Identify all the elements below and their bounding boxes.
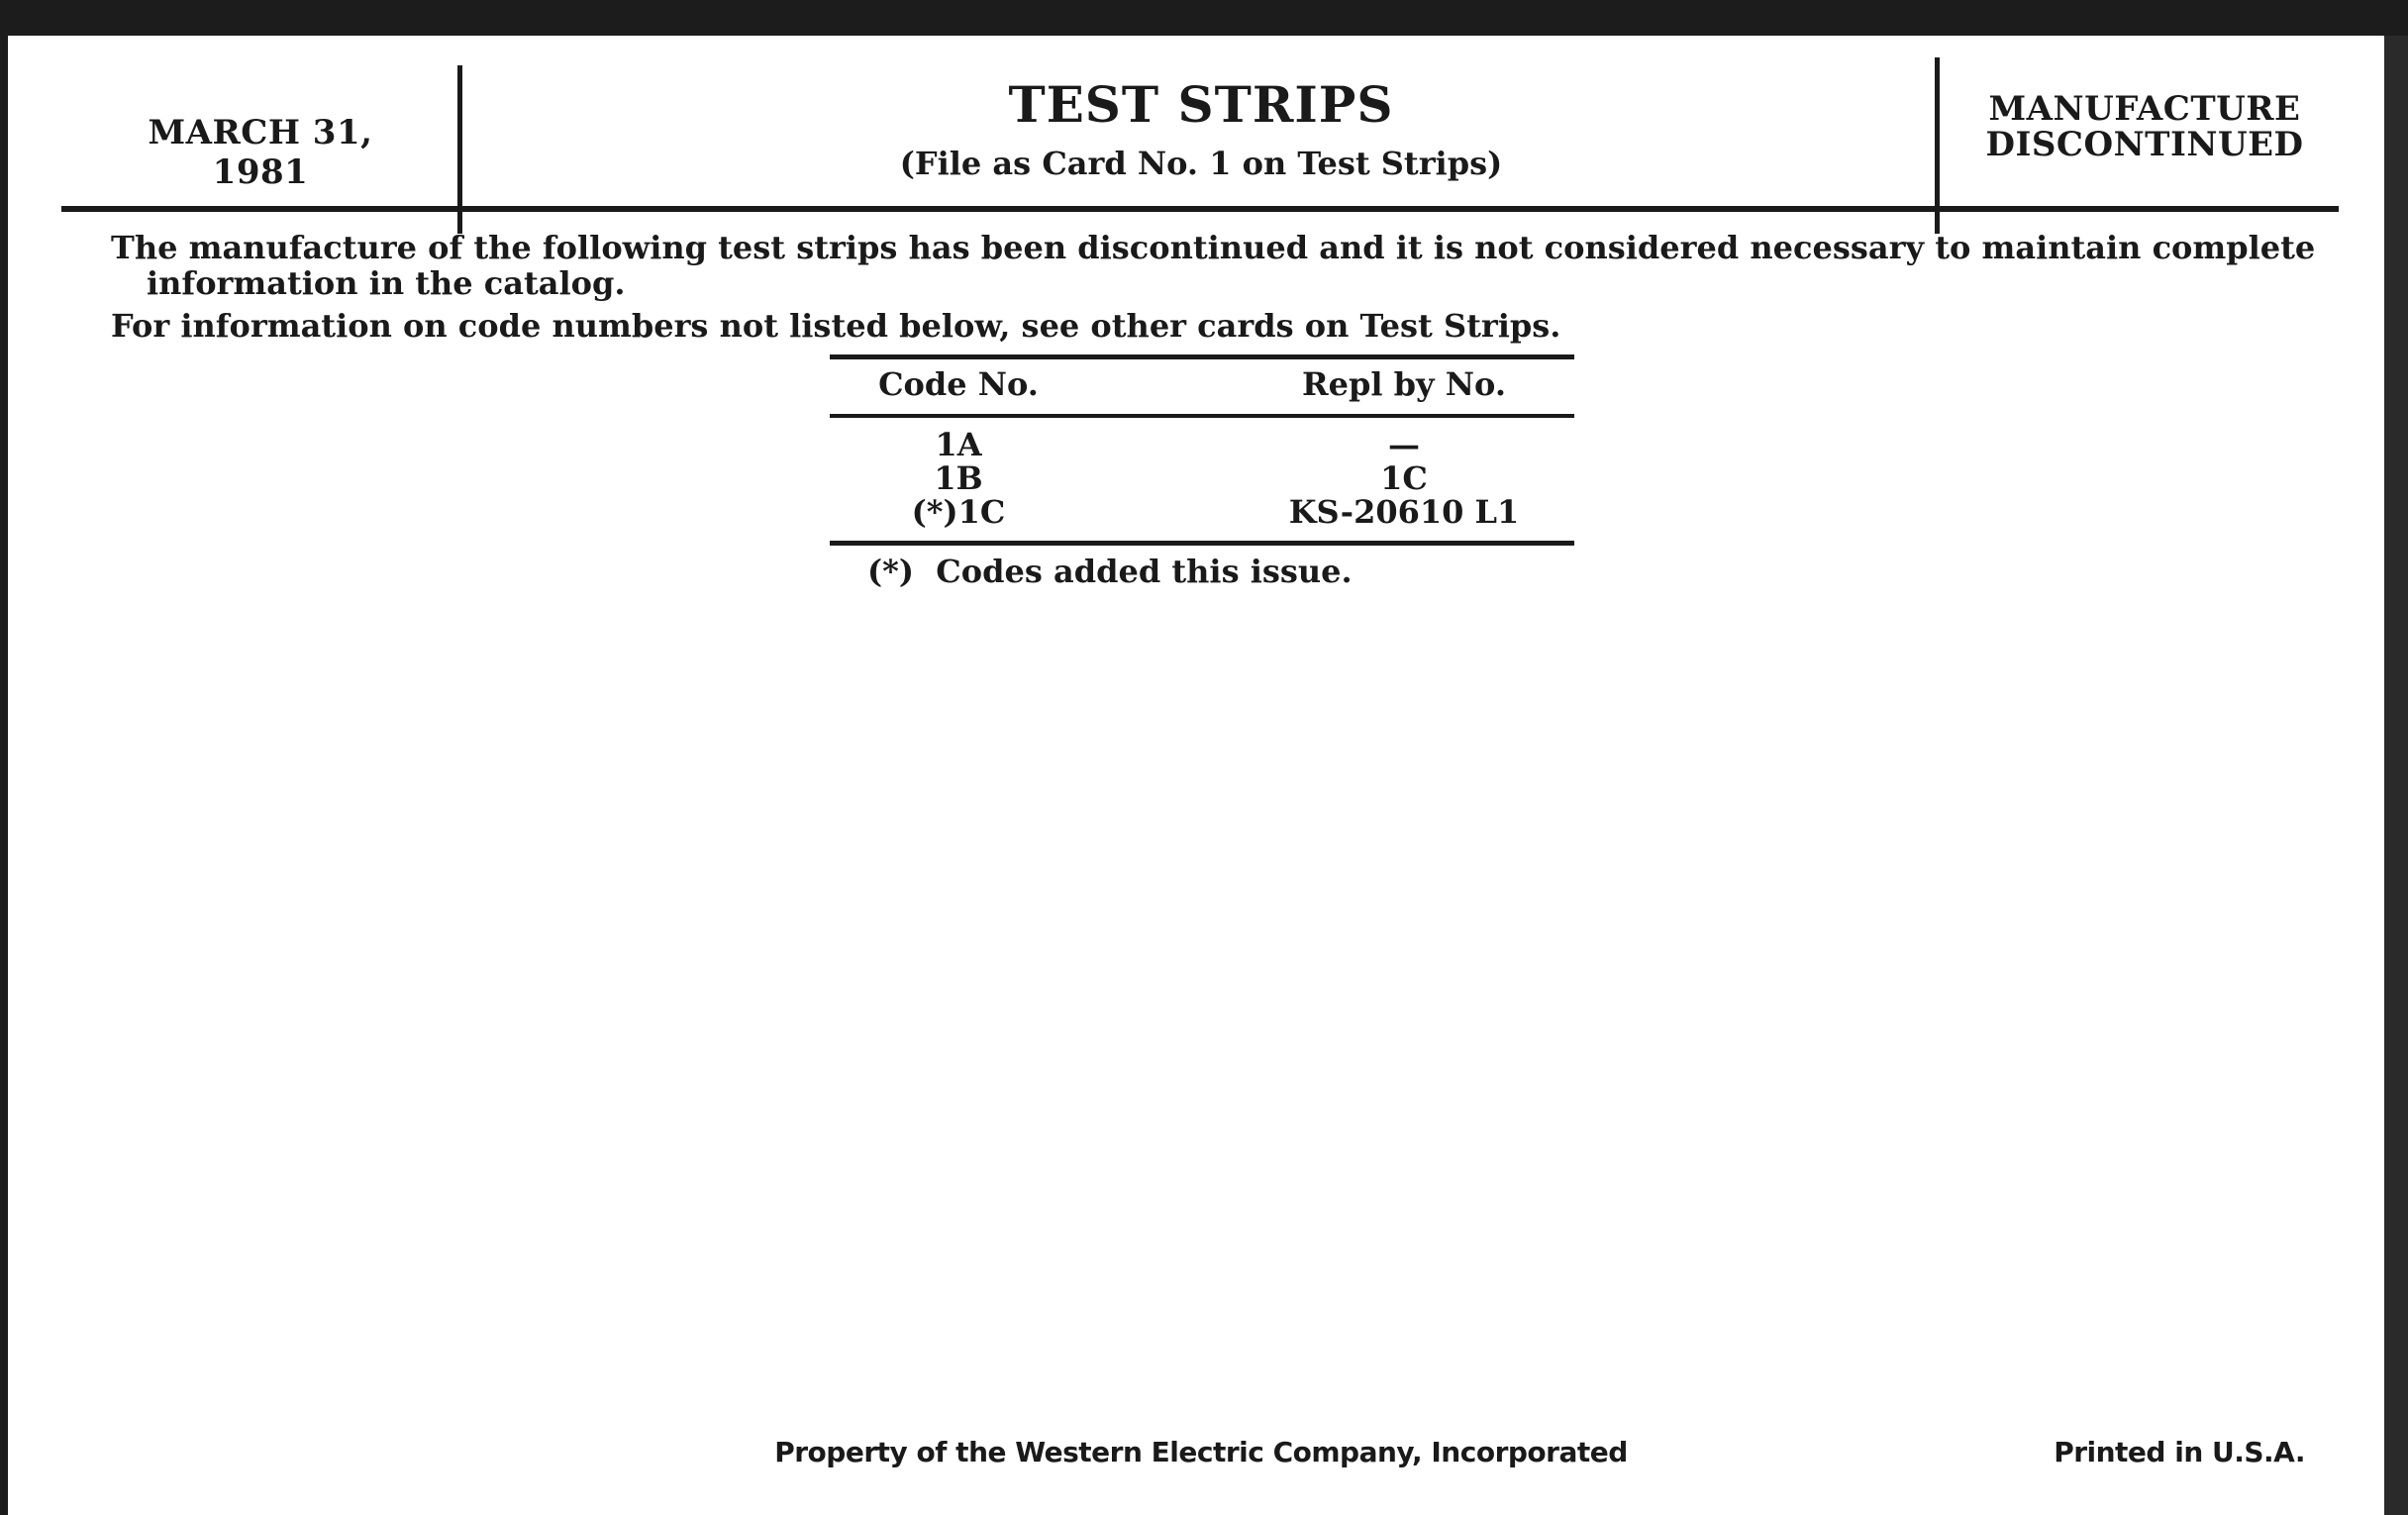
table-footnote: (*) Codes added this issue. bbox=[867, 553, 1353, 590]
status-line-2: DISCONTINUED bbox=[1985, 125, 2304, 164]
table-cell-repl: — bbox=[1388, 426, 1420, 463]
card-title: TEST STRIPS bbox=[1008, 75, 1394, 134]
card-edge-shadow bbox=[2384, 36, 2408, 1515]
card-date: MARCH 31, 1981 bbox=[148, 113, 373, 192]
footer-property-notice: Property of the Western Electric Company, Incorporated bbox=[774, 1436, 1628, 1468]
file-note: (File as Card No. 1 on Test Strips) bbox=[899, 145, 1503, 182]
header-rule bbox=[61, 206, 2339, 212]
table-cell-repl: KS-20610 L1 bbox=[1288, 493, 1520, 531]
table-cell-repl: 1C bbox=[1380, 459, 1428, 497]
intro-paragraph-2: For information on code numbers not listed below, see other cards on Test Strips. bbox=[111, 307, 1561, 345]
catalog-card bbox=[8, 36, 2384, 1515]
status-label bbox=[1947, 91, 2343, 162]
intro-paragraph: The manufacture of the following test strips has been discontinued and it is not considered necessary to maintain complete information in the catalog. bbox=[111, 229, 2316, 302]
table-header-rule bbox=[830, 414, 1574, 418]
table-bottom-rule bbox=[830, 541, 1574, 546]
footer-printed-in: Printed in U.S.A. bbox=[2054, 1436, 2305, 1468]
status-line-1: MANUFACTURE bbox=[1988, 89, 2301, 129]
table-cell-code: 1A bbox=[935, 426, 982, 463]
table-cell-code: (*)1C bbox=[911, 493, 1006, 531]
column-header-code: Code No. bbox=[878, 365, 1039, 403]
column-header-repl: Repl by No. bbox=[1302, 365, 1506, 403]
table-cell-code: 1B bbox=[934, 459, 983, 497]
table-top-rule bbox=[830, 354, 1574, 359]
